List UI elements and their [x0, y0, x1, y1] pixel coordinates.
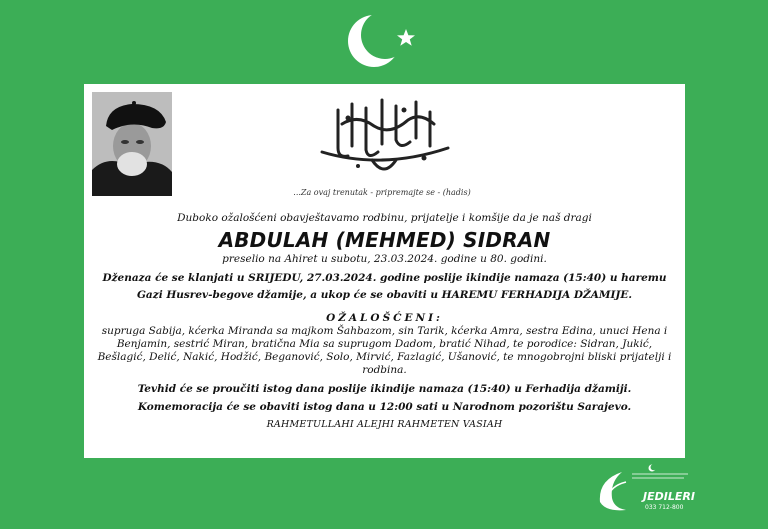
- tevhid-details: Tevhid će se proučiti istog dana poslije ikindije namaza (15:40) u Ferhadija džamiji.: [137, 383, 632, 395]
- notice-text: [92, 212, 677, 430]
- company-phone: 033 712-800: [645, 504, 684, 511]
- deceased-name: ABDULAH (MEHMED) SIDRAN: [218, 228, 551, 252]
- company-name: JEDILERI: [643, 490, 695, 503]
- funeral-details: Dženaza će se klanjati u SRIJEDU, 27.03.2024. godine poslije ikindije namaza (15:40) u haremu Gazi Husrev-begove džamije, a ukop će se obaviti u HAREMU FERHADIJA DŽAMIJE.: [102, 272, 667, 301]
- death-notice-card: [84, 84, 685, 458]
- mourners-heading: OŽALOŠĆENI:: [326, 312, 443, 324]
- portrait-photo: [92, 92, 172, 196]
- hadis-quote: ...Za ovaj trenutak - pripremajte se - (hadis): [293, 188, 471, 197]
- intro-text: Duboko ožalošćeni obavještavamo rodbinu, prijatelje i komšije da je naš dragi: [177, 212, 592, 224]
- closing-prayer: RAHMETULLAHI ALEJHI RAHMETEN VASIAH: [266, 419, 503, 430]
- crescent-star-icon: [344, 8, 424, 78]
- commemoration-details: Komemoracija će se obaviti istog dana u 12:00 sati u Narodnom pozorištu Sarajevo.: [137, 401, 632, 413]
- passing-date-text: preselio na Ahiret u subotu, 23.03.2024. godine u 80. godini.: [222, 253, 547, 265]
- mourners-list: supruga Sabija, kćerka Miranda sa majkom Šahbazom, sin Tarik, kćerka Amra, sestra Edina, unuci Hena i Benjamin, sestrić Miran, bratična Mia sa suprugom Dadom, bratić Nihad, te porodice: Sidran, Jukić, Bešlagić, Delić, Nakić, Hodžić, Beganović, Solo, Mirvić, Fazlagić, Ušanović, te mnogobrojni bliski prijatelji i rodbina.: [97, 325, 672, 376]
- calligraphy-emblem: [312, 90, 458, 182]
